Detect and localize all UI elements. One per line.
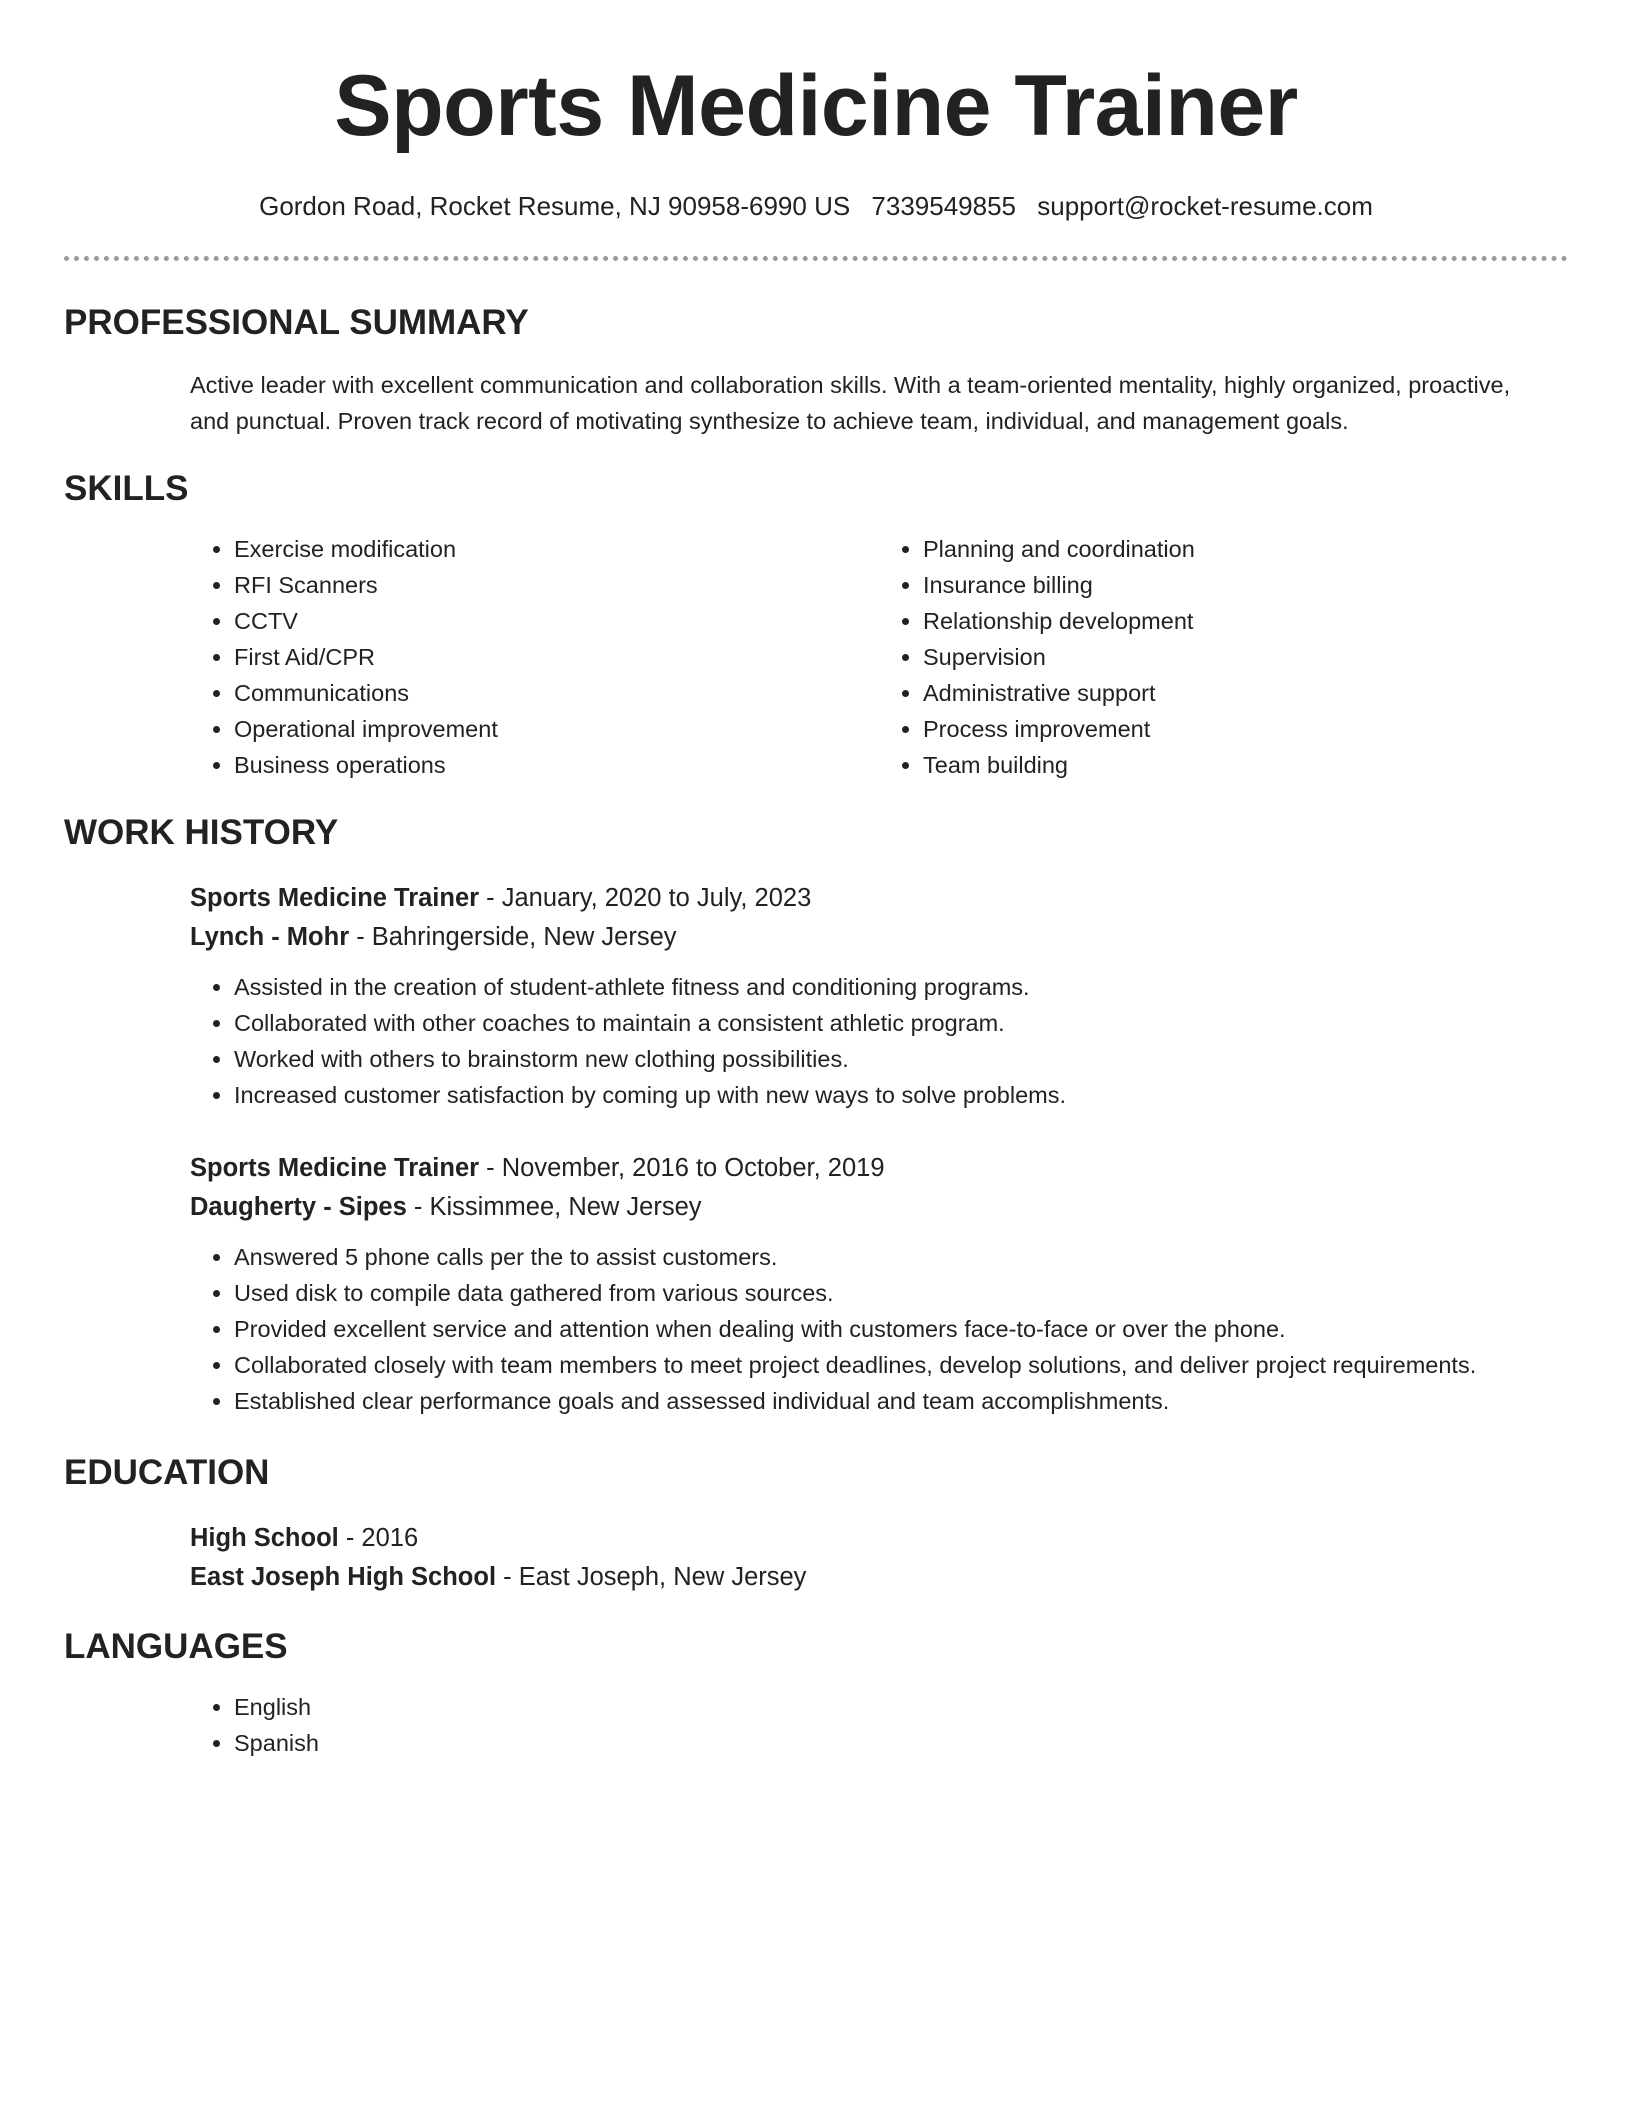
skill-item: • CCTV: [234, 603, 879, 639]
skills-heading: SKILLS: [64, 469, 189, 508]
education-section: [64, 1519, 1568, 1597]
skill-item: • Insurance billing: [923, 567, 1568, 603]
job-duty: • Provided excellent service and attention when dealing with customers face-to-face or over the phone.: [234, 1311, 1568, 1347]
job-duty: • Collaborated closely with team members to meet project deadlines, develop solutions, and deliver project requirements.: [234, 1347, 1568, 1383]
job-duties: [190, 1239, 1568, 1419]
skills-section: [64, 531, 1568, 783]
job-dates: - November, 2016 to October, 2019: [479, 1154, 885, 1182]
job-company: Daugherty - Sipes: [190, 1193, 407, 1221]
summary-section: [64, 367, 1568, 439]
job-entry: [190, 1149, 1568, 1419]
work-section: [64, 879, 1568, 1419]
job-duty: • Collaborated with other coaches to maintain a consistent athletic program.: [234, 1005, 1568, 1041]
job-duty: • Assisted in the creation of student-athlete fitness and conditioning programs.: [234, 969, 1568, 1005]
skill-item: • Process improvement: [923, 711, 1568, 747]
education-degree: High School: [190, 1524, 339, 1552]
language-item: • English: [234, 1689, 1568, 1725]
job-entry: [190, 879, 1568, 1113]
job-duty: • Worked with others to brainstorm new clothing possibilities.: [234, 1041, 1568, 1077]
language-item: • Spanish: [234, 1725, 1568, 1761]
contact-phone: 7339549855: [871, 191, 1017, 221]
skill-item: • RFI Scanners: [234, 567, 879, 603]
job-role: Sports Medicine Trainer: [190, 884, 480, 912]
summary-heading: PROFESSIONAL SUMMARY: [64, 303, 529, 342]
education-heading: EDUCATION: [64, 1453, 270, 1492]
resume-name: Sports Medicine Trainer: [334, 58, 1298, 154]
job-company-line: [190, 1188, 1568, 1227]
languages-heading: LANGUAGES: [64, 1627, 288, 1666]
job-location: - Kissimmee, New Jersey: [406, 1193, 702, 1221]
skill-item: • Exercise modification: [234, 531, 879, 567]
job-company-line: [190, 918, 1568, 957]
header-divider: [64, 256, 1568, 261]
job-duty: • Used disk to compile data gathered from various sources.: [234, 1275, 1568, 1311]
skill-item: • Business operations: [234, 747, 879, 783]
skill-item: • Planning and coordination: [923, 531, 1568, 567]
job-duty: • Answered 5 phone calls per the to assist customers.: [234, 1239, 1568, 1275]
job-dates: - January, 2020 to July, 2023: [479, 884, 812, 912]
skill-item: • Communications: [234, 675, 879, 711]
contact-address: Gordon Road, Rocket Resume, NJ 90958-6990 US: [259, 191, 851, 221]
skills-list-left: [190, 531, 879, 783]
contact-email: support@rocket-resume.com: [1037, 191, 1373, 221]
summary-text: Active leader with excellent communication and collaboration skills. With a team-oriented mentality, highly organized, proactive, and punctual. Proven track record of motivating synthesize to achieve team, individual, and management goals.: [190, 372, 1511, 434]
skill-item: • Administrative support: [923, 675, 1568, 711]
languages-section: [64, 1689, 1568, 1761]
job-location: - Bahringerside, New Jersey: [349, 923, 677, 951]
education-location: - East Joseph, New Jersey: [496, 1563, 807, 1591]
education-school: East Joseph High School: [190, 1563, 497, 1591]
languages-list: [190, 1689, 1568, 1761]
skill-item: • Team building: [923, 747, 1568, 783]
skill-item: • Operational improvement: [234, 711, 879, 747]
education-year: - 2016: [338, 1524, 419, 1552]
contact-line: [64, 190, 1568, 222]
job-title-line: [190, 1149, 1568, 1188]
work-heading: WORK HISTORY: [64, 813, 339, 852]
education-school-line: [190, 1558, 1568, 1597]
skill-item: • Supervision: [923, 639, 1568, 675]
job-duty: • Established clear performance goals and assessed individual and team accomplishments.: [234, 1383, 1568, 1419]
job-title-line: [190, 879, 1568, 918]
skill-item: • First Aid/CPR: [234, 639, 879, 675]
skills-list-right: [879, 531, 1568, 783]
skill-item: • Relationship development: [923, 603, 1568, 639]
job-duty: • Increased customer satisfaction by coming up with new ways to solve problems.: [234, 1077, 1568, 1113]
job-duties: [190, 969, 1568, 1113]
job-company: Lynch - Mohr: [190, 923, 350, 951]
education-degree-line: [190, 1519, 1568, 1558]
job-role: Sports Medicine Trainer: [190, 1154, 480, 1182]
